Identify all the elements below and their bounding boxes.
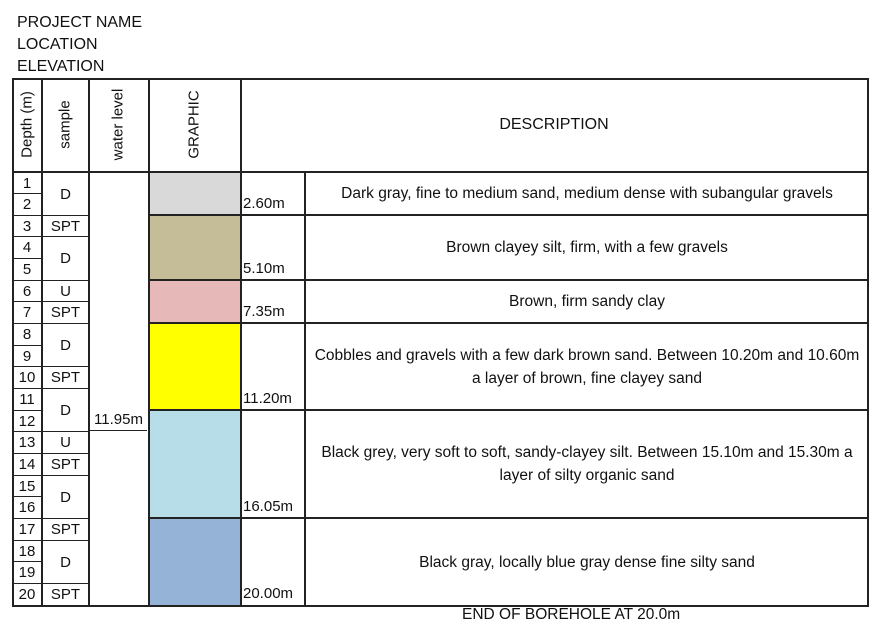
column-header-graphic: GRAPHIC	[185, 90, 203, 159]
layer-bottom-depth: 5.10m	[243, 260, 285, 277]
depth-number: 11	[19, 391, 35, 408]
layer-bottom-depth: 2.60m	[243, 195, 285, 212]
depth-number: 2	[22, 196, 32, 213]
sample-label: D	[60, 401, 71, 419]
depth-number: 20	[18, 586, 36, 603]
layer-description: Brown, firm sandy clay	[509, 293, 665, 310]
sample-label: SPT	[50, 218, 81, 235]
column-header-description: DESCRIPTION	[499, 116, 609, 133]
sample-label: U	[60, 283, 71, 300]
depth-number: 19	[18, 564, 36, 581]
depth-number: 18	[18, 543, 36, 560]
depth-number: 9	[22, 348, 32, 365]
layer-graphic-1	[150, 173, 240, 215]
location: LOCATION	[17, 36, 98, 53]
layer-graphic-6	[150, 519, 240, 605]
sample-label: D	[60, 553, 71, 571]
depth-number: 8	[22, 326, 32, 343]
depth-number: 5	[22, 261, 32, 278]
table-bottom-border	[12, 605, 869, 607]
sample-label: SPT	[50, 521, 81, 538]
depth-number: 12	[18, 413, 36, 430]
sample-label: D	[60, 185, 71, 203]
layer-description: Cobbles and gravels with a few dark brown sand. Between 10.20m and 10.60m a layer of brown, fine clayey sand	[314, 346, 860, 387]
depth-number: 17	[18, 521, 36, 538]
sample-label: U	[60, 434, 71, 451]
sample-label: SPT	[50, 456, 81, 473]
layer-description: Black grey, very soft to soft, sandy-clayey silt. Between 15.10m and 15.30m a layer of silty organic sand	[321, 444, 853, 484]
column-header-sample: sample	[56, 100, 74, 149]
layer-bottom-depth: 7.35m	[243, 303, 285, 320]
depth-number: 16	[18, 499, 36, 516]
layer-description: Dark gray, fine to medium sand, medium dense with subangular gravels	[341, 185, 833, 202]
layer-bottom-depth: 20.00m	[243, 585, 294, 602]
sample-label: SPT	[50, 369, 81, 386]
depth-number: 15	[18, 478, 36, 495]
end-of-borehole-note: END OF BOREHOLE AT 20.0m	[462, 606, 681, 623]
depth-number: 6	[22, 283, 32, 300]
layer-bottom-depth: 11.20m	[243, 390, 292, 407]
column-header-water-level: water level	[109, 88, 127, 161]
layer-bottom-depth: 16.05m	[243, 498, 294, 515]
depth-number: 13	[18, 434, 36, 451]
depth-number: 7	[22, 304, 32, 321]
sample-label: SPT	[50, 304, 81, 321]
layer-graphic-2	[150, 216, 240, 280]
project-name: PROJECT NAME	[17, 14, 143, 31]
sample-label: SPT	[50, 586, 81, 603]
depth-number: 14	[18, 456, 36, 473]
layer-description: Black gray, locally blue gray dense fine silty sand	[419, 553, 755, 571]
layer-graphic-4	[150, 324, 240, 410]
layer-graphic-3	[150, 281, 240, 323]
column-header-depth: Depth (m)	[18, 91, 36, 158]
depth-number: 3	[22, 218, 32, 235]
depth-number: 1	[22, 175, 32, 192]
water-level-value: 11.95m	[94, 411, 143, 428]
depth-number: 4	[22, 239, 32, 256]
water-level-line	[90, 430, 147, 431]
layer-graphic-5	[150, 411, 240, 518]
sample-label: D	[60, 336, 71, 354]
sample-label: D	[60, 250, 71, 267]
depth-number: 10	[18, 369, 36, 386]
layer-description: Brown clayey silt, firm, with a few gravels	[446, 239, 728, 256]
sample-label: D	[60, 488, 71, 506]
elevation: ELEVATION	[17, 58, 105, 75]
